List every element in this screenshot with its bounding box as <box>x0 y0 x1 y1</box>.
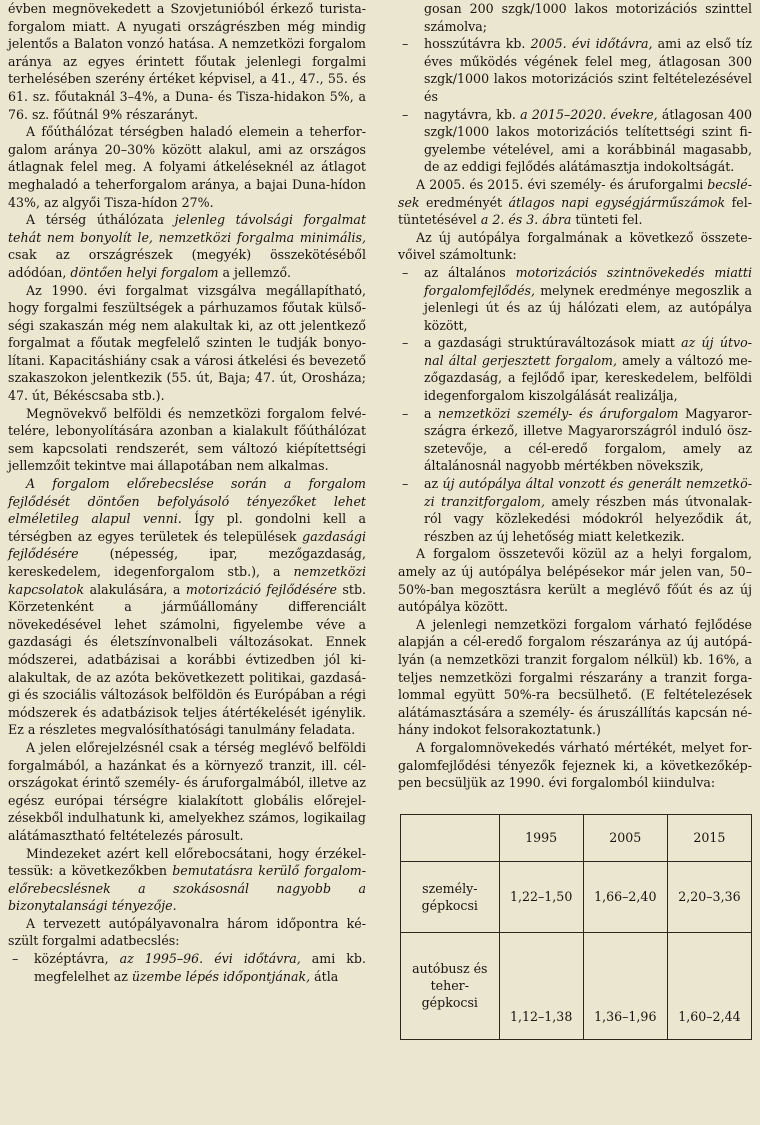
list-item: – hosszútávra kb. 2005. évi időtávra, ami az első tíz éves működés végének felel meg, átlagosan 300 szgk/1000 lakos motorizációs szint feltételezésével és <box>398 35 752 105</box>
table-cell: 1,66–2,40 <box>583 861 667 932</box>
list-item: gosan 200 szgk/1000 lakos motorizációs szinttel számolva; <box>424 1 752 34</box>
table-header-cell: 2005 <box>583 814 667 861</box>
list-item: – a nemzetközi személy- és áruforgalom Magyarországra érkező, illetve Magyarországról induló öszszetevője, a cél-eredő forgalom, amely az általánosnál nagyobb mértékben növekszik, <box>398 405 752 475</box>
list-item: – nagytávra, kb. a 2015–2020. évekre, átlagosan 400 szgk/1000 lakos motorizációs telítettségi szint figyelembe vételével, ami a korábbinál magasabb, de az eddigi fejlődés alátámasztja indokoltságát. <box>398 106 752 176</box>
table-cell: 1,36–1,96 <box>583 932 667 1039</box>
table-row <box>401 861 752 932</box>
table-header-row <box>401 814 752 861</box>
table-cell: 1,12–1,38 <box>499 932 583 1039</box>
table-header-cell: 1995 <box>499 814 583 861</box>
paragraph: Az új autópálya forgalmának a következő összetevőivel számoltunk: <box>398 229 752 263</box>
paragraph: A forgalom összetevői közül az a helyi forgalom, amely az új autópálya belépésekor már jelen van, 50–50%-ban megosztásra került a meglévő főút és az új autópálya között. <box>398 546 752 615</box>
table-header-cell: 2015 <box>667 814 751 861</box>
table-cell: 2,20–3,36 <box>667 861 751 932</box>
table-row-label: autóbusz és teher- gépkocsi <box>401 932 500 1039</box>
bullet-list <box>398 264 752 546</box>
table-row-label: személy- gépkocsi <box>401 861 500 932</box>
left-column <box>8 0 366 985</box>
paragraph: A forgalomnövekedés várható mértékét, melyet forgalomfejlődési tényezők fejeznek ki, a következőképpen becsüljük az 1990. évi forgalomból kiindulva: <box>398 739 752 791</box>
paragraph: A 2005. és 2015. évi személy- és áruforgalmi becslések eredményét átlagos napi egységjárműszámok feltüntetésével a 2. és 3. ábra tünteti fel. <box>398 176 752 228</box>
paragraph: A forgalom előrebecslése során a forgalom fejlődését döntően befolyásoló tényezőket lehet elméletileg alapul venni. Így pl. gondolni kell a térségben az egyes területek és települések gazdasági fejlődésére (népesség, ipar, mezőgazdaság, kereskedelem, idegenforgalom stb.), a nemzetközi kapcsolatok alakulására, a motorizáció fejlődésére stb. Körzetenként a járműállomány differenciált növekedésével lehet számolni, figyelembe véve a gazdasági és életszínvonalbeli változásokat. Ennek módszerei, adatbázisai a korábbi évtizedben jól kialakultak, de az azóta bekövetkezett politikai, gazdasági és szociális változások belföldön és Európában a régi módszerek és adatbázisok teljes átértékelését igénylik. Ez a részletes megvalósíthatósági tanulmány feladata. <box>8 476 367 738</box>
table-cell: 1,60–2,44 <box>667 932 751 1039</box>
list-item: – középtávra, az 1995–96. évi időtávra, ami kb. megfelelhet az üzembe lépés időpontjának, átla <box>8 950 366 985</box>
list-item: – az általános motorizációs szintnövekedés miatti forgalomfejlődés, melynek eredménye megoszlik a jelenlegi út és az új hálózati elem, az autópálya között, <box>398 264 752 334</box>
list-item: – a gazdasági struktúraváltozások miatt az új útvonal által gerjesztett forgalom, amely a változó mezőgazdaság, a fejlődő ipar, kereskedelem, belföldi idegenforgalom kiszolgálását realizálja, <box>398 334 752 404</box>
table-row <box>401 932 752 1039</box>
paragraph: A jelen előrejelzésnél csak a térség meglévő belföldi forgalmából, a hazánkat és a környező tranzit, ill. célországokat érintő személy- és áruforgalmából, illetve az egész európai térségre kialakított globális előrejelzésekből indulhatunk ki, amelyekhez számos, logikailag alátámasztható feltételezés párosult. <box>8 739 366 843</box>
paragraph: A térség úthálózata jelenleg távolsági forgalmat tehát nem bonyolít le, nemzetközi forgalma minimális, csak az országrészek (megyék) összekötéséből adódóan, döntően helyi forgalom a jellemző. <box>8 212 366 280</box>
paragraph: évben megnövekedett a Szovjetunióból érkező turistaforgalom miatt. A nyugati országrészben még mindig jelentős a Balaton vonzó hatása. A nemzetközi forgalom aránya az egyes érintett főutak jelenlegi forgalmi terhelésében szerény értéket képvisel, a 41., 47., 55. és 61. sz. főutaknál 3–4%, a Duna- és Tisza-hidakon 5%, a 76. sz. főútnál 9% részarányt. <box>8 1 366 122</box>
growth-factor-table <box>400 814 752 1040</box>
paragraph: A főúthálózat térségben haladó elemein a teherforgalom aránya 20–30% között alakul, ami az országos átlagnak felel meg. A folyami átkeléseknél az átlagot meghaladó a teherforgalom aránya, a bajai Duna-hídon 43%, az algyői Tisza-hídon 27%. <box>8 124 366 210</box>
paragraph: Az 1990. évi forgalmat vizsgálva megállapítható, hogy forgalmi feszültségek a párhuzamos főutak külsőségi szakaszán még nem alakultak ki, az ott jelentkező forgalmat a főutak megfelelő szinten le tudják bonyolítani. Kapacitáshiány csak a városi átkelési és bevezető szakaszokon jelentkezik (55. út, Baja; 47. út, Orosháza; 47. út, Békéscsaba stb.). <box>8 282 366 404</box>
bullet-list <box>8 950 366 985</box>
right-column <box>398 0 752 1040</box>
paragraph: A tervezett autópályavonalra három időpontra készült forgalmi adatbecslés: <box>8 915 366 949</box>
table-header-cell <box>401 814 500 861</box>
paragraph: A jelenlegi nemzetközi forgalom várható fejlődése alapján a cél-eredő forgalom részaránya az új autópályán (a nemzetközi tranzit forgalom nélkül) kb. 16%, a teljes nemzetközi forgalmi részarány a tranzit forgalommal együtt 50%-ra becsülhető. (E feltételezések alátámasztására a személy- és áruszállítás kapcsán néhány indokot felsorakoztatunk.) <box>398 616 752 738</box>
table-cell: 1,22–1,50 <box>499 861 583 932</box>
paragraph: Megnövekvő belföldi és nemzetközi forgalom felvételére, lebonyolítására azonban a kialakult főúthálózat sem kapcsolati rendszerét, sem változó kiépítettségi jellemzőit tekintve mai állapotában nem alkalmas. <box>8 405 366 474</box>
list-item: – az új autópálya által vonzott és generált nemzetközi tranzitforgalom, amely részben más útvonalakról vagy közlekedési módokról helyeződik át, részben az új lehetőség miatt keletkezik. <box>398 475 752 545</box>
paragraph: Mindezeket azért kell előrebocsátani, hogy érzékeltessük: a következőkben bemutatásra kerülő forgalomelőrebecslésnek a szokásosnál nagyobb a bizonytalansági tényezője. <box>8 845 367 914</box>
bullet-list <box>398 0 752 176</box>
